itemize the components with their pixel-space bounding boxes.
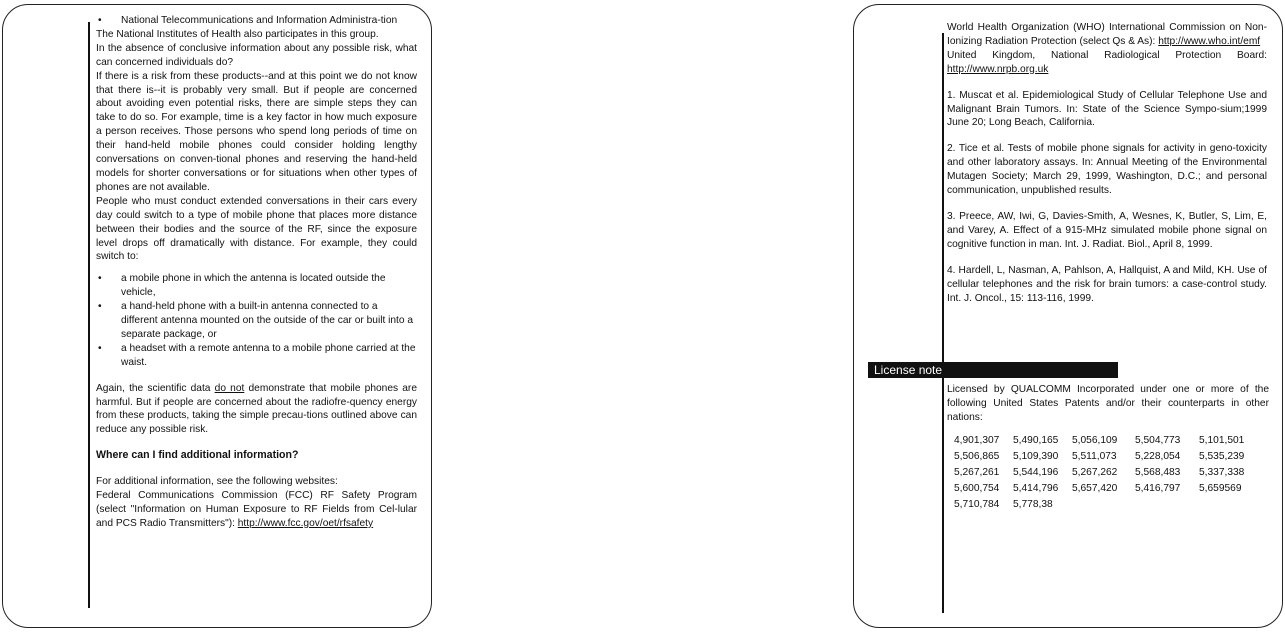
reference-3: 3. Preece, AW, Iwi, G, Davies-Smith, A, Wesnes, K, Butler, S, Lim, E, and Varey, A. Effect of a 915-MHz simulated mobile phone signal on cognitive function in man. Int. J. Radiat. Biol., April 8, 1999. — [947, 210, 1267, 250]
table-row — [954, 481, 1274, 497]
section-heading: Where can I find additional information? — [96, 449, 299, 462]
patent-number: 5,056,109 — [1072, 435, 1118, 446]
patent-number: 5,600,754 — [954, 483, 1000, 494]
right-text-column — [947, 21, 1267, 305]
table-row — [954, 497, 1274, 513]
bullet-text: a mobile phone in which the antenna is located outside the vehicle, — [121, 273, 386, 299]
patent-number: 5,659569 — [1199, 483, 1242, 494]
bullet-icon: • — [98, 273, 102, 285]
license-paragraph: Licensed by QUALCOMM Incorporated under one or more of the following United States Patents and/or their counterparts in other nations: — [947, 384, 1269, 423]
websites-intro: For additional information, see the following websites: — [96, 476, 338, 488]
bullet-icon: • — [98, 15, 102, 26]
list-item — [96, 300, 417, 342]
patent-number: 5,535,239 — [1199, 451, 1245, 462]
again-text-start: Again, the scientific data — [96, 382, 215, 394]
patent-number: 5,414,796 — [1013, 483, 1059, 494]
bullet-ntia-text: National Telecommunications and Information Administra-tion — [121, 15, 398, 26]
patent-number: 5,416,797 — [1135, 483, 1181, 494]
nih-paragraph: The National Institutes of Health also participates in this group. — [96, 28, 379, 40]
nrpb-link[interactable]: http://www.nrpb.org.uk — [947, 63, 1049, 75]
patent-number: 4,901,307 — [954, 435, 1000, 446]
patent-number: 5,267,262 — [1072, 467, 1118, 478]
again-text-end: demonstrate that mobile phones are harmful. But if people are concerned about the radiofre-quency energy from these products, taking the simple precau-tions outlined above can reduce any possible risk. — [96, 382, 417, 436]
left-page — [2, 4, 432, 628]
who-link[interactable]: http://www.who.int/emf — [1158, 35, 1261, 47]
uk-paragraph — [947, 49, 1267, 77]
table-row — [954, 449, 1274, 465]
cars-paragraph: People who must conduct extended conversations in their cars every day could switch to a type of mobile phone that places more distance between their bodies and the source of the RF, since the exposure level drops off dramatically with distance. For example, they could switch to: — [96, 195, 417, 263]
do-not-emphasis: do not — [214, 382, 245, 394]
list-item — [96, 342, 417, 370]
reference-4: 4. Hardell, L, Nasman, A, Pahlson, A, Hallquist, A and Mild, KH. Use of cellular telephones and the risk for brain tumors: a case-control study. Int. J. Oncol., 15: 113-116, 1999. — [947, 264, 1267, 304]
fcc-link[interactable]: http://www.fcc.gov/oet/rfsafety — [237, 517, 374, 529]
patent-number: 5,267,261 — [954, 467, 1000, 478]
right-margin-rule — [942, 33, 944, 613]
patent-number: 5,228,054 — [1135, 451, 1181, 462]
license-note-heading: License note — [868, 362, 1118, 378]
patent-number: 5,109,390 — [1013, 451, 1059, 462]
left-margin-rule — [88, 22, 90, 608]
risk-paragraph: If there is a risk from these products--and at this point we do not know that there is--it is probably very small. But if people are concerned about avoiding even potential risks, there are simple steps they can take to do so. For example, time is a key factor in how much exposure a person receives. Those persons who spend long periods of time on their hand-held mobile phones could consider holding lengthy conversations on conven-tional phones and reserving the hand-held models for shorter conversations or for situations when other types of phones are not available. — [96, 70, 417, 193]
table-row — [954, 465, 1274, 481]
bullet-icon: • — [98, 342, 102, 354]
patent-number: 5,544,196 — [1013, 467, 1059, 478]
patent-number: 5,504,773 — [1135, 435, 1181, 446]
left-text-column — [96, 14, 417, 531]
list-item — [96, 272, 417, 300]
fcc-text: Federal Communications Commission (FCC) RF Safety Program (select "Information on Human Exposure to RF Fields from Cel-lular and PCS Radio Transmitters"): — [96, 490, 417, 529]
patent-number: 5,337,338 — [1199, 467, 1245, 478]
bullet-icon: • — [98, 301, 102, 313]
patent-number: 5,710,784 — [954, 499, 1000, 510]
bullet-text: a headset with a remote antenna to a mobile phone carried at the waist. — [121, 342, 416, 368]
uk-text: United Kingdom, National Radiological Protection Board: — [947, 49, 1267, 61]
patent-number: 5,657,420 — [1072, 483, 1118, 494]
again-paragraph — [96, 382, 417, 438]
patent-number: 5,778,38 — [1013, 499, 1053, 510]
question-paragraph: In the absence of conclusive information about any possible risk, what can concerned individuals do? — [96, 42, 417, 68]
patent-number-table — [954, 433, 1274, 513]
bullet-text: a hand-held phone with a built-in antenna connected to a different antenna mounted on the outside of the car or built into a separate package, or — [121, 301, 414, 340]
reference-1: 1. Muscat et al. Epidemiological Study of Cellular Telephone Use and Malignant Brain Tumors. In: State of the Science Sympo-sium;1999 June 20; Long Beach, California. — [947, 89, 1267, 129]
reference-2: 2. Tice et al. Tests of mobile phone signals for activity in geno-toxicity and other laboratory assays. In: Annual Meeting of the Environmental Mutagen Society; March 29, 1999, Washington, D.C.; and personal communication, unpublished results. — [947, 143, 1267, 197]
patent-number: 5,511,073 — [1072, 451, 1117, 462]
patent-number: 5,506,865 — [954, 451, 1000, 462]
fcc-paragraph — [96, 489, 417, 531]
who-paragraph — [947, 21, 1267, 49]
patent-number: 5,101,501 — [1199, 435, 1245, 446]
right-page — [853, 4, 1283, 628]
list-item — [96, 14, 417, 28]
switch-options-list — [96, 272, 417, 369]
who-text: World Health Organization (WHO) International Commission on Non-Ionizing Radiation Protection (select Qs & As): — [947, 22, 1267, 47]
table-row — [954, 433, 1274, 449]
patent-number: 5,490,165 — [1013, 435, 1059, 446]
patent-number: 5,568,483 — [1135, 467, 1181, 478]
